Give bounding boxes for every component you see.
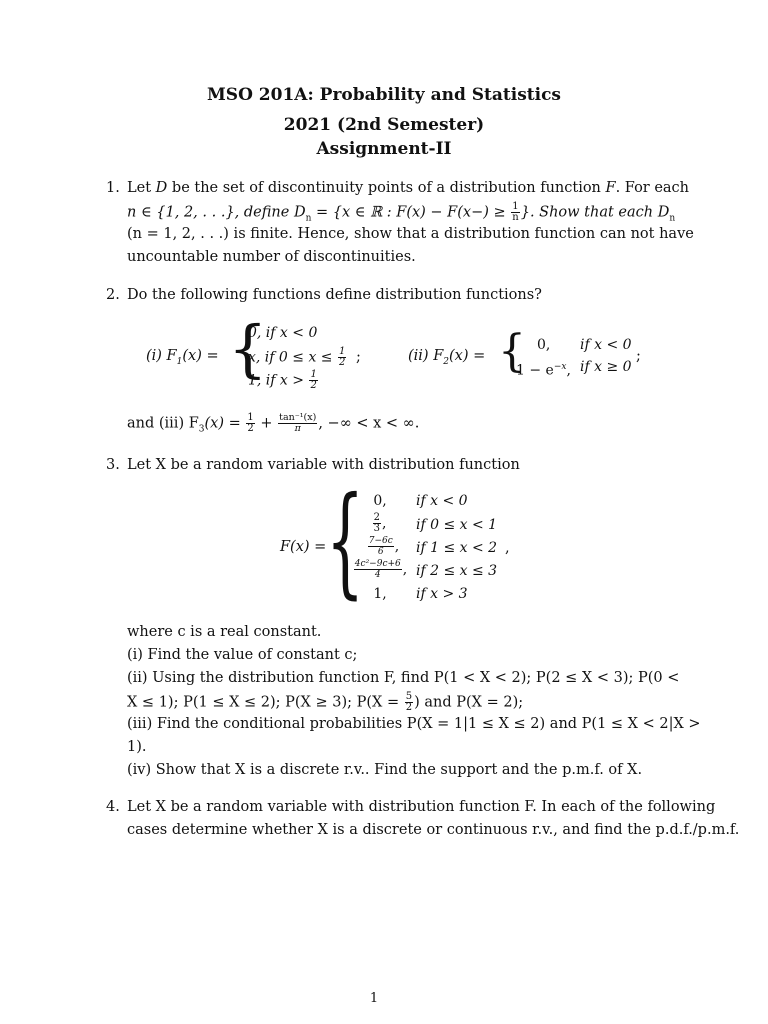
q3-para7: (iv) Show that X is a discrete r.v.. Find the support and the p.m.f. of X. — [127, 762, 643, 778]
semester-title: 2021 (2nd Semester) — [283, 115, 485, 135]
f1-row1: 0, if x < 0 — [248, 325, 318, 341]
q3-row5-condition: if x > 3 — [416, 586, 468, 602]
q3-row3-condition: if 1 ≤ x < 2 — [416, 540, 498, 556]
q3-row4-condition: if 2 ≤ x ≤ 3 — [416, 563, 498, 579]
assignment-title: Assignment-II — [316, 139, 452, 159]
q3-para3: (ii) Using the distribution function F, find P(1 < X < 2); P(2 ≤ X < 3); P(0 < — [127, 670, 680, 686]
q1-line4: uncountable number of discontinuities. — [127, 249, 416, 265]
q3-para5: (iii) Find the conditional probabilities P(X = 1|1 ≤ X ≤ 2) and P(1 ≤ X < 2|X > — [127, 716, 701, 732]
q4-line2: cases determine whether X is a discrete or continuous r.v., and find the p.d.f./p.m.f. — [127, 822, 740, 838]
q4-number: 4. — [106, 799, 120, 815]
f1-brace: { — [228, 312, 268, 385]
course-title: MSO 201A: Probability and Statistics — [206, 85, 562, 105]
f1-row2: x, if 0 ≤ x ≤ $\frac{1}{2}$ — [248, 346, 346, 368]
q1-line1: Let D be the set of discontinuity points of a distribution function F. For each — [127, 180, 690, 196]
q4-line1: Let X be a random variable with distribution function F. In each of the following — [127, 799, 716, 815]
q3-row3-value: $\frac{7-6c}{6}$ , — [368, 536, 400, 557]
q3-f-label: F(x) = — [280, 539, 327, 555]
f2-row1-value: 0, — [537, 337, 551, 353]
q3-para2: (i) Find the value of constant c; — [127, 647, 358, 663]
q3-para4: X ≤ 1); P(1 ≤ X ≤ 2); P(X ≥ 3); P(X = $\frac{5}{2}$ ) and P(X = 2); — [127, 691, 524, 713]
f1-row3: 1, if x > $\frac{1}{2}$ — [248, 369, 317, 391]
q3-trailing-comma: , — [505, 540, 510, 556]
q3-brace: { — [326, 472, 365, 612]
f1-label: (i) $F_1(x)$ = — [146, 348, 219, 367]
q1-number: 1. — [106, 180, 120, 196]
q3-para6: 1). — [127, 739, 147, 755]
q1-line3: (n = 1, 2, . . .) is finite. Hence, show that a distribution function can not have — [127, 226, 694, 242]
f1-separator: ; — [356, 349, 361, 365]
f2-brace: { — [498, 326, 526, 377]
q3-row5-value: 1, — [373, 586, 387, 602]
q3-number: 3. — [106, 457, 120, 473]
f2-row2-condition: if x ≥ 0 — [580, 359, 632, 375]
q3-row4-value: $\frac{\text{4c²−9c+6}}{4}$ , — [354, 559, 408, 580]
f2-label: (ii) $F_2(x)$ = — [408, 348, 486, 367]
q3-row2-value: $\frac{2}{3}$ , — [373, 512, 387, 534]
f3-line: and (iii) $F_3(x)$ = $\frac{1}{2}$ + $\frac{\text{tan⁻¹(x)}}{\pi}$ , −∞ < x < ∞. — [127, 412, 420, 435]
f2-separator: ; — [636, 348, 641, 364]
q3-row1-value: 0, — [373, 493, 387, 509]
page-number: 1 — [369, 991, 379, 1006]
q3-row2-condition: if 0 ≤ x < 1 — [416, 517, 498, 533]
q3-row1-condition: if x < 0 — [416, 493, 468, 509]
q2-number: 2. — [106, 287, 120, 303]
q1-line2: n ∈ {1, 2, . . .}, define $D_n = \{x$ ∈ ℝ : F(x) − F(x−) ≥ $\frac{1}{n}$ }. Show that each $D_n$ — [127, 201, 676, 224]
q3-text: Let X be a random variable with distribution function — [127, 457, 520, 473]
q2-text: Do the following functions define distribution functions? — [127, 287, 542, 303]
f2-row2-value: $1 - e^{-x}$, — [516, 362, 571, 379]
q3-para1: where c is a real constant. — [127, 624, 322, 640]
f2-row1-condition: if x < 0 — [580, 337, 632, 353]
